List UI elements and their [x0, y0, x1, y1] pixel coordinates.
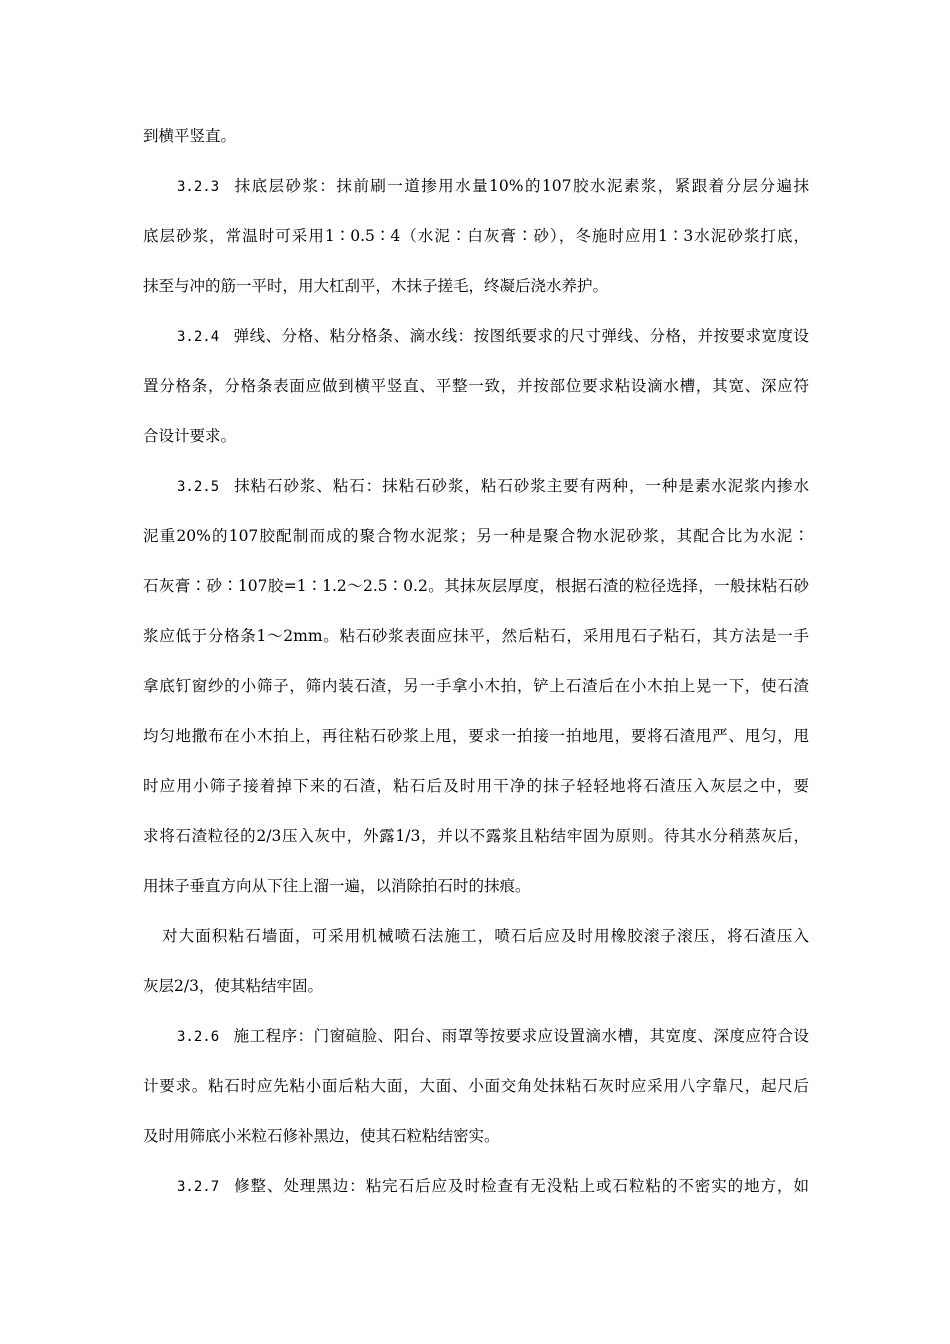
- text-line: [143, 574, 809, 598]
- line-text: 修整、处理黑边：粘完石后应及时检查有无没粘上或石粒粘的不密实的地方，如: [233, 1177, 809, 1195]
- line-text: 泥重20%的107胶配制而成的聚合物水泥浆；另一种是聚合物水泥砂浆，其配合比为水泥∶: [143, 527, 809, 545]
- section-number: 3.2.4: [177, 329, 220, 345]
- section-3-2-7-heading-line: [177, 1174, 809, 1198]
- paragraph-start-line: [162, 924, 809, 948]
- line-text: 对大面积粘石墙面，可采用机械喷石法施工，喷石后应及时用橡胶滚子滚压，将石渣压入: [162, 927, 809, 945]
- line-text: 求将石渣粒径的2/3压入灰中，外露1/3，并以不露浆且粘结牢固为原则。待其水分稍蒸灰后，: [143, 827, 809, 845]
- line-text: 施工程序：门窗碹脸、阳台、雨罩等按要求应设置滴水槽，其宽度、深度应符合设: [233, 1027, 809, 1045]
- line-text: 抹底层砂浆：抹前刷一道掺用水量10%的107胶水泥素浆，紧跟着分层分遍抹: [233, 177, 809, 195]
- text-line: [143, 274, 809, 298]
- line-text: 底层砂浆，常温时可采用1∶0.5∶4（水泥∶白灰膏∶砂），冬施时应用1∶3水泥砂浆打底，: [143, 227, 809, 245]
- section-number: 3.2.6: [177, 1029, 220, 1045]
- text-line: [143, 224, 809, 248]
- line-text: 及时用筛底小米粒石修补黑边，使其石粒粘结密实。: [143, 1127, 500, 1145]
- line-text: 合设计要求。: [143, 427, 237, 445]
- line-text: 到横平竖直。: [143, 127, 237, 145]
- text-line: [143, 974, 809, 998]
- text-line: [143, 524, 809, 548]
- section-number: 3.2.7: [177, 1179, 220, 1195]
- section-3-2-6-heading-line: [177, 1024, 809, 1048]
- line-text: 用抹子垂直方向从下往上溜一遍，以消除拍石时的抹痕。: [143, 877, 531, 895]
- section-number: 3.2.5: [177, 479, 220, 495]
- text-line: [143, 774, 809, 798]
- line-text: 石灰膏∶砂∶107胶=1∶1.2～2.5∶0.2。其抹灰层厚度，根据石渣的粒径选择，一般抹粘石砂: [143, 577, 809, 595]
- line-text: 抹粘石砂浆、粘石：抹粘石砂浆，粘石砂浆主要有两种，一种是素水泥浆内掺水: [233, 477, 809, 495]
- section-3-2-4-heading-line: [177, 324, 809, 348]
- text-line: [143, 874, 809, 898]
- line-text: 计要求。粘石时应先粘小面后粘大面，大面、小面交角处抹粘石灰时应采用八字靠尺，起尺后: [143, 1077, 809, 1095]
- text-line: [143, 1074, 809, 1098]
- text-line: [143, 624, 809, 648]
- text-line: [143, 374, 809, 398]
- line-text: 浆应低于分格条1～2mm。粘石砂浆表面应抹平，然后粘石，采用甩石子粘石，其方法是一手: [143, 627, 809, 645]
- text-line: [143, 124, 809, 148]
- line-text: 灰层2/3，使其粘结牢固。: [143, 977, 323, 995]
- text-line: [143, 1124, 809, 1148]
- text-line: [143, 724, 809, 748]
- line-text: 抹至与冲的筋一平时，用大杠刮平，木抹子搓毛，终凝后浇水养护。: [143, 277, 609, 295]
- line-text: 均匀地撒布在小木拍上，再往粘石砂浆上甩，要求一拍接一拍地甩，要将石渣甩严、甩匀，甩: [143, 727, 809, 745]
- section-number: 3.2.3: [177, 179, 220, 195]
- section-3-2-5-heading-line: [177, 474, 809, 498]
- section-3-2-3-heading-line: [177, 174, 809, 198]
- text-line: [143, 674, 809, 698]
- line-text: 拿底钉窗纱的小筛子，筛内装石渣，另一手拿小木拍，铲上石渣后在小木拍上晃一下，使石渣: [143, 677, 809, 695]
- line-text: 时应用小筛子接着掉下来的石渣，粘石后及时用干净的抹子轻轻地将石渣压入灰层之中，要: [143, 777, 809, 795]
- text-line: [143, 824, 809, 848]
- text-line: [143, 424, 809, 448]
- line-text: 弹线、分格、粘分格条、滴水线：按图纸要求的尺寸弹线、分格，并按要求宽度设: [233, 327, 809, 345]
- line-text: 置分格条，分格条表面应做到横平竖直、平整一致，并按部位要求粘设滴水槽，其宽、深应符: [143, 377, 809, 395]
